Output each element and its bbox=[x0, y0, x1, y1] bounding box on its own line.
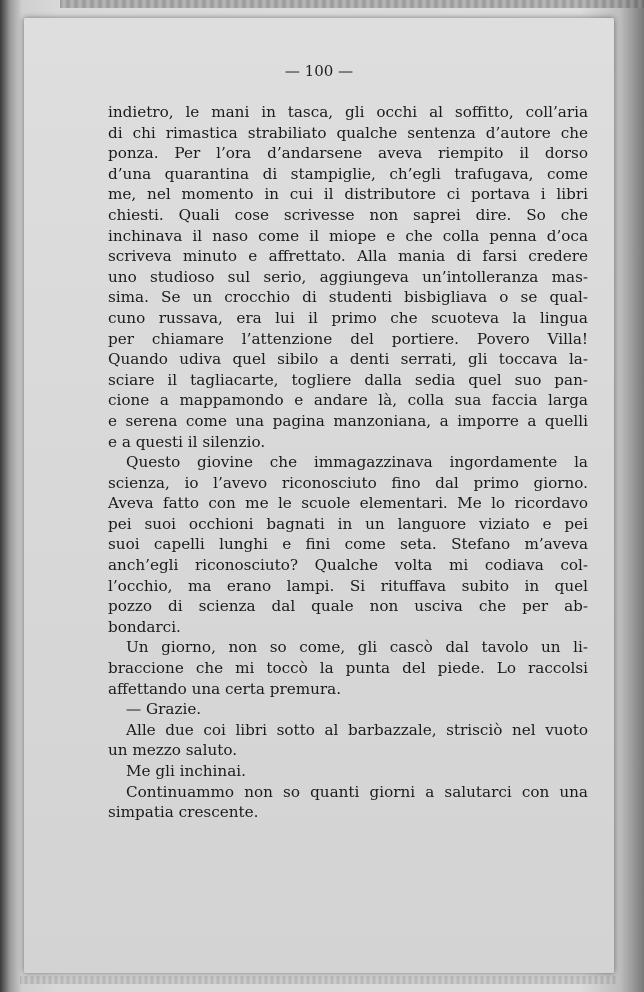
text-line: per chiamare l’attenzione del portiere. Povero Villa! bbox=[108, 329, 588, 348]
text-line: simpatia crescente. bbox=[108, 803, 259, 822]
page-number: — 100 — bbox=[284, 62, 354, 80]
text-line: braccione che mi toccò la punta del piede. Lo raccolsi bbox=[108, 659, 588, 678]
text-line: sima. Se un crocchio di studenti bisbigliava o se qual- bbox=[108, 288, 588, 307]
text-line: l’occhio, ma erano lampi. Si rituffava subito in quel bbox=[108, 576, 588, 595]
text-line: uno studioso sul serio, aggiungeva un’intolleranza mas- bbox=[108, 267, 588, 286]
binding-top-edge bbox=[60, 0, 644, 8]
text-line: Un giorno, non so come, gli cascò dal tavolo un li- bbox=[126, 638, 588, 657]
body-text bbox=[108, 102, 588, 823]
text-line: Questo giovine che immagazzinava ingordamente la bbox=[126, 453, 588, 472]
text-line: Aveva fatto con me le scuole elementari. Me lo ricordavo bbox=[108, 494, 588, 513]
text-line: scienza, io l’avevo riconosciuto fino dal primo giorno. bbox=[108, 473, 588, 492]
text-line: suoi capelli lunghi e fini come seta. Stefano m’aveva bbox=[108, 535, 588, 554]
text-line: Alle due coi libri sotto al barbazzale, strisciò nel vuoto bbox=[126, 720, 588, 739]
text-line: — Grazie. bbox=[126, 700, 202, 719]
text-line: bondarci. bbox=[108, 617, 181, 636]
text-line: d’una quarantina di stampiglie, ch’egli trafugava, come bbox=[108, 164, 588, 183]
text-line: anch’egli riconosciuto? Qualche volta mi codiava col- bbox=[108, 556, 588, 575]
page-sheet bbox=[24, 18, 614, 973]
text-line: un mezzo saluto. bbox=[108, 741, 238, 760]
text-line: sciare il tagliacarte, togliere dalla sedia quel suo pan- bbox=[108, 370, 588, 389]
text-line: cuno russava, era lui il primo che scuoteva la lingua bbox=[108, 308, 588, 327]
text-line: cione a mappamondo e andare là, colla sua faccia larga bbox=[108, 391, 588, 410]
text-line: chiesti. Quali cose scrivesse non saprei dire. So che bbox=[108, 205, 588, 224]
text-line: me, nel momento in cui il distributore ci portava i libri bbox=[108, 185, 588, 204]
text-line: pozzo di scienza dal quale non usciva che per ab- bbox=[108, 597, 588, 616]
text-line: di chi rimastica strabiliato qualche sentenza d’autore che bbox=[108, 123, 588, 142]
text-line: pei suoi occhioni bagnati in un languore viziato e pei bbox=[108, 514, 588, 533]
text-line: e a questi il silenzio. bbox=[108, 432, 266, 451]
page-stack-bottom-edge bbox=[20, 976, 616, 984]
text-line: indietro, le mani in tasca, gli occhi al soffitto, coll’aria bbox=[108, 103, 588, 121]
text-line: affettando una certa premura. bbox=[108, 679, 342, 698]
text-line: Me gli inchinai. bbox=[126, 762, 246, 780]
text-line: e serena come una pagina manzoniana, a imporre a quelli bbox=[108, 411, 588, 430]
text-line: inchinava il naso come il miope e che colla penna d’oca bbox=[108, 226, 588, 245]
text-line: Quando udiva quel sibilo a denti serrati, gli toccava la- bbox=[108, 350, 588, 369]
text-line: Continuammo non so quanti giorni a salutarci con una bbox=[126, 782, 588, 801]
text-line: ponza. Per l’ora d’andarsene aveva riempito il dorso bbox=[108, 144, 588, 163]
text-line: scriveva minuto e affrettato. Alla mania di farsi credere bbox=[108, 247, 588, 266]
